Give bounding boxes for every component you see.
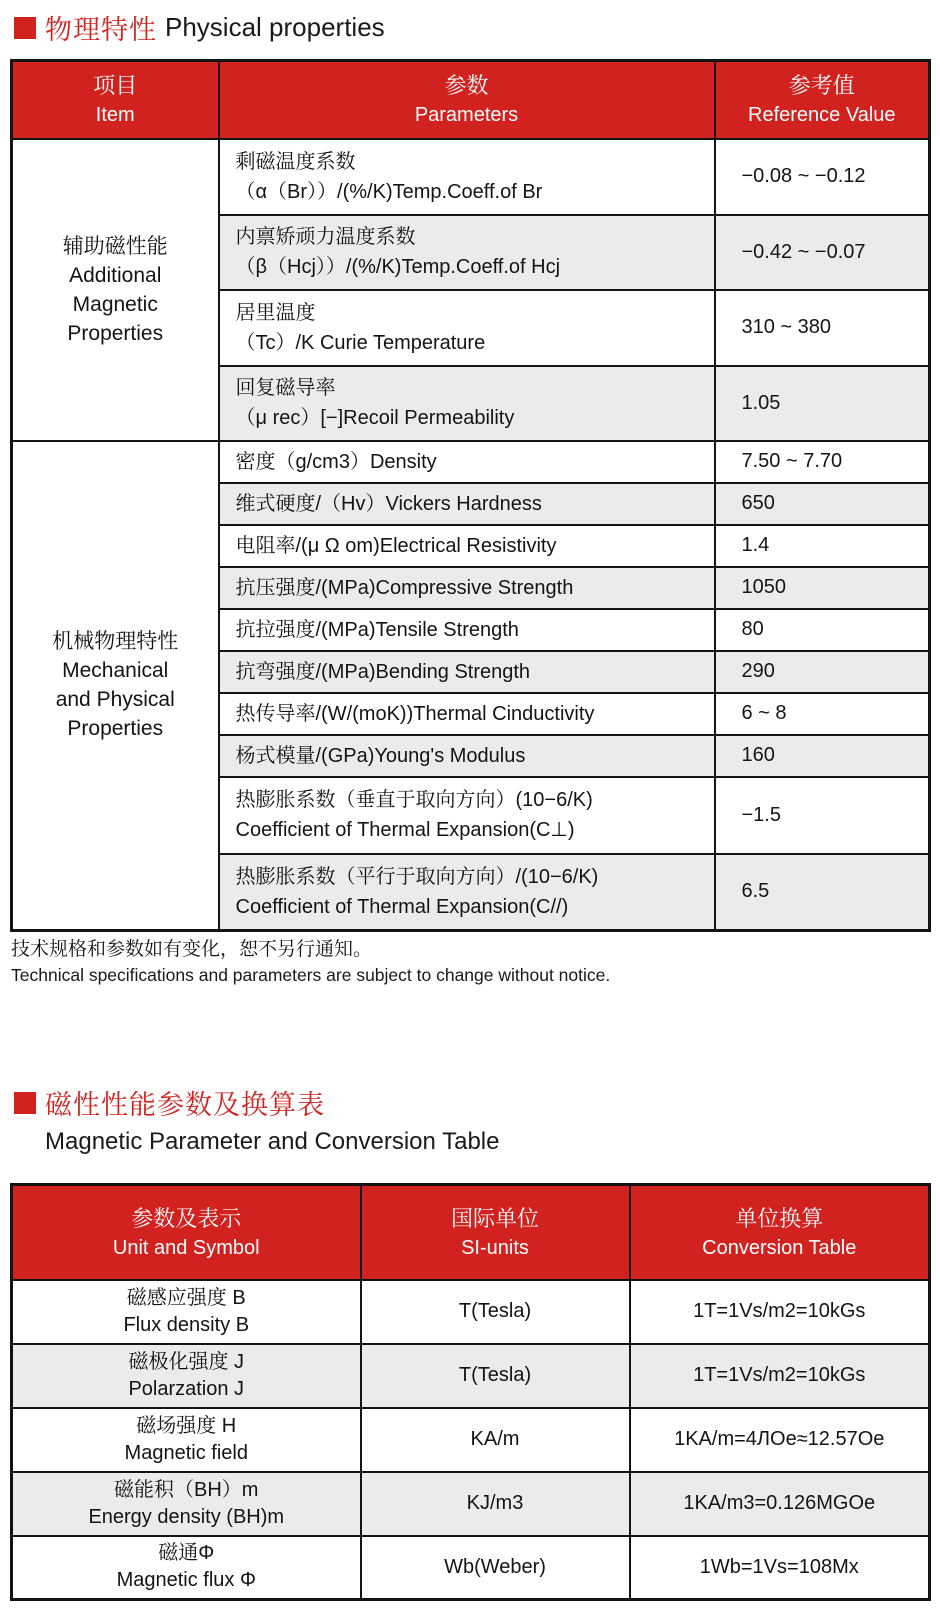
section2-title-en: Magnetic Parameter and Conversion Table <box>45 1128 500 1155</box>
param-cell-compressive-strength <box>219 567 715 609</box>
conversion-cell: 1Wb=1Vs=108Mx <box>630 1536 930 1600</box>
physical-properties-table <box>10 59 931 932</box>
item-group-additional-magnetic <box>12 139 219 441</box>
table-header-row <box>12 61 930 139</box>
conversion-cell: 1KA/m=4ЛOe≈12.57Oe <box>630 1408 930 1472</box>
param-line: 抗拉强度/(MPa)Tensile Strength <box>235 618 519 641</box>
item-line: Properties <box>67 717 164 741</box>
param-line: 回复磁导率 <box>235 377 336 399</box>
param-line: Coefficient of Thermal Expansion(C⊥) <box>235 819 575 841</box>
value-cell: 1.05 <box>715 366 930 441</box>
name-line: 磁能积（BH）m <box>114 1478 259 1501</box>
header-reference-zh: 参考值 <box>788 73 855 99</box>
value-cell: −0.08 ~ −0.12 <box>715 139 930 215</box>
si-unit-cell: T(Tesla) <box>361 1344 630 1408</box>
header-item-zh: 项目 <box>93 73 138 99</box>
header-conversion <box>630 1185 930 1280</box>
value-cell: 1050 <box>715 567 930 609</box>
header-si-units <box>361 1185 630 1280</box>
value-cell: 80 <box>715 609 930 651</box>
param-line: 热膨胀系数（垂直于取向方向）(10−6/K) <box>235 789 593 811</box>
table-row-flux-density <box>12 1280 930 1344</box>
param-cell-temp-coeff-br <box>219 139 715 215</box>
param-line: （μ rec）[−]Recoil Permeability <box>235 407 515 429</box>
table-row-energy-density <box>12 1472 930 1536</box>
header-item-en: Item <box>95 104 135 127</box>
section2-title-zh: 磁性性能参数及换算表 <box>45 1090 325 1120</box>
param-line: （α（Br））/(%/K)Temp.Coeff.of Br <box>235 180 543 203</box>
table-row <box>12 441 930 483</box>
param-line: 热传导率/(W/(moK))Thermal Cinductivity <box>235 702 595 725</box>
name-line: Energy density (BH)m <box>88 1505 285 1528</box>
name-line: Polarzation J <box>128 1377 245 1400</box>
param-cell-youngs-modulus <box>219 735 715 777</box>
header-parameters <box>219 61 715 139</box>
section-title-conversion-table <box>14 1083 499 1156</box>
name-cell <box>12 1408 361 1472</box>
param-line: 密度（g/cm3）Density <box>235 450 437 473</box>
name-cell <box>12 1280 361 1344</box>
header-col3-zh: 单位换算 <box>735 1205 824 1231</box>
name-line: 磁感应强度 B <box>126 1286 246 1309</box>
param-line: 内禀矫顽力温度系数 <box>235 226 416 248</box>
header-parameters-en: Parameters <box>414 104 519 127</box>
disclaimer-note-zh: 技术规格和参数如有变化，恕不另行通知。 <box>11 939 373 960</box>
param-line: （β（Hcj））/(%/K)Temp.Coeff.of Hcj <box>235 256 561 278</box>
value-cell: 650 <box>715 483 930 525</box>
value-cell: −0.42 ~ −0.07 <box>715 215 930 290</box>
param-cell-electrical-resistivity <box>219 525 715 567</box>
param-cell-thermal-expansion-parallel <box>219 854 715 931</box>
value-cell: 1.4 <box>715 525 930 567</box>
param-line: 杨式模量/(GPa)Young's Modulus <box>235 744 526 767</box>
header-col1-en: Unit and Symbol <box>112 1236 260 1259</box>
table-row-magnetic-field <box>12 1408 930 1472</box>
table-header-row <box>12 1185 930 1280</box>
conversion-table <box>10 1183 931 1601</box>
param-line: Coefficient of Thermal Expansion(C//) <box>235 895 569 918</box>
item-line: and Physical <box>55 688 175 712</box>
param-line: 剩磁温度系数 <box>235 150 356 173</box>
param-line: 抗压强度/(MPa)Compressive Strength <box>235 576 574 599</box>
header-col3-en: Conversion Table <box>702 1236 857 1259</box>
param-cell-recoil-permeability <box>219 366 715 441</box>
table-row-magnetic-flux <box>12 1536 930 1600</box>
param-line: 抗弯强度/(MPa)Bending Strength <box>235 660 531 683</box>
param-cell-thermal-conductivity <box>219 693 715 735</box>
value-cell: 290 <box>715 651 930 693</box>
param-cell-thermal-expansion-perpendicular <box>219 777 715 854</box>
name-line: 磁场强度 H <box>136 1414 237 1437</box>
conversion-cell: 1KA/m3=0.126MGOe <box>630 1472 930 1536</box>
red-square-bullet-icon <box>14 1092 36 1114</box>
table-row-polarization <box>12 1344 930 1408</box>
header-item <box>12 61 219 139</box>
item-line: 机械物理特性 <box>52 630 179 654</box>
value-cell: 310 ~ 380 <box>715 290 930 366</box>
param-line: 电阻率/(μ Ω om)Electrical Resistivity <box>235 534 557 557</box>
section-title-en: Physical properties <box>165 12 385 42</box>
item-line: Mechanical <box>62 659 169 683</box>
name-line: Magnetic flux Φ <box>116 1569 256 1592</box>
item-group-mechanical-physical <box>12 441 219 931</box>
si-unit-cell: T(Tesla) <box>361 1280 630 1344</box>
param-cell-density <box>219 441 715 483</box>
value-cell: 160 <box>715 735 930 777</box>
name-line: Flux density B <box>123 1313 250 1336</box>
header-unit-and-symbol <box>12 1185 361 1280</box>
section-title-physical-properties <box>14 8 385 47</box>
item-line: Magnetic <box>72 292 158 316</box>
header-reference-value <box>715 61 930 139</box>
name-cell <box>12 1344 361 1408</box>
disclaimer-note <box>11 936 610 988</box>
table-row <box>12 139 930 215</box>
header-col2-en: SI-units <box>461 1236 529 1259</box>
param-cell-tensile-strength <box>219 609 715 651</box>
si-unit-cell: KA/m <box>361 1408 630 1472</box>
header-col1-zh: 参数及表示 <box>131 1205 242 1231</box>
param-cell-bending-strength <box>219 651 715 693</box>
item-line: Additional <box>69 263 162 287</box>
value-cell: 7.50 ~ 7.70 <box>715 441 930 483</box>
value-cell: 6 ~ 8 <box>715 693 930 735</box>
conversion-cell: 1T=1Vs/m2=10kGs <box>630 1280 930 1344</box>
param-line: 居里温度 <box>235 301 316 324</box>
header-col2-zh: 国际单位 <box>450 1205 539 1231</box>
name-line: 磁极化强度 J <box>128 1350 245 1373</box>
param-cell-vickers-hardness <box>219 483 715 525</box>
si-unit-cell: KJ/m3 <box>361 1472 630 1536</box>
value-cell: −1.5 <box>715 777 930 854</box>
value-cell: 6.5 <box>715 854 930 931</box>
name-cell <box>12 1472 361 1536</box>
param-line: 热膨胀系数（平行于取向方向）/(10−6/K) <box>235 865 599 888</box>
red-square-bullet-icon <box>14 17 36 39</box>
disclaimer-note-en: Technical specifications and parameters are subject to change without notice. <box>11 965 611 985</box>
item-line: 辅助磁性能 <box>62 234 168 258</box>
name-line: Magnetic field <box>124 1441 248 1464</box>
param-line: （Tc）/K Curie Temperature <box>235 331 486 354</box>
section-title-zh: 物理特性 <box>45 15 157 45</box>
si-unit-cell: Wb(Weber) <box>361 1536 630 1600</box>
param-cell-temp-coeff-hcj <box>219 215 715 290</box>
param-cell-curie-temperature <box>219 290 715 366</box>
header-reference-en: Reference Value <box>748 104 896 127</box>
param-line: 维式硬度/（Hv）Vickers Hardness <box>235 492 542 515</box>
conversion-cell: 1T=1Vs/m2=10kGs <box>630 1344 930 1408</box>
name-cell <box>12 1536 361 1600</box>
name-line: 磁通Φ <box>158 1542 215 1565</box>
item-line: Properties <box>67 321 164 345</box>
header-parameters-zh: 参数 <box>444 73 489 99</box>
